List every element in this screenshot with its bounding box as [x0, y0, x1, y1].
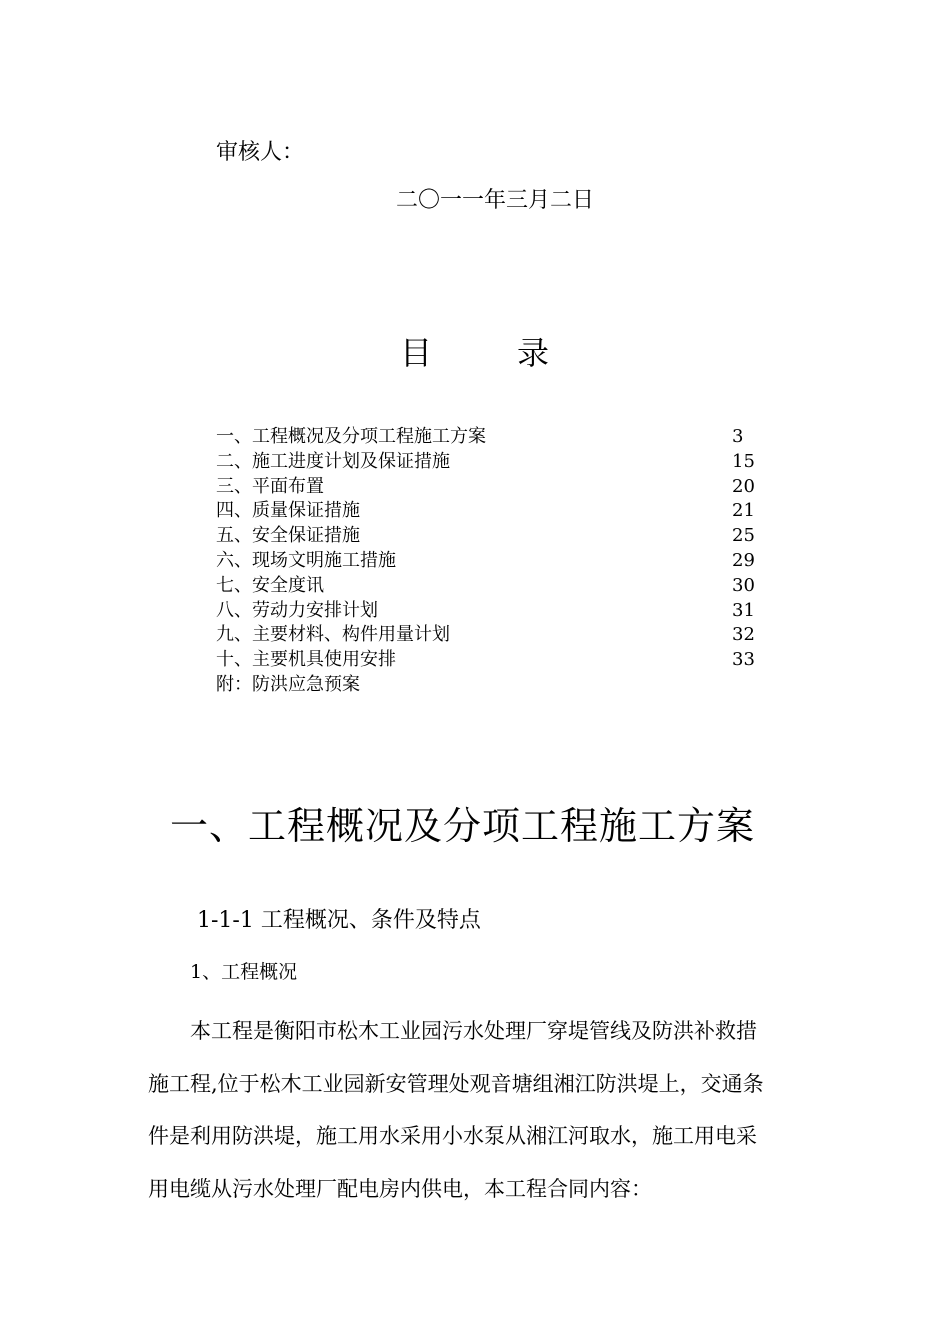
- toc-title: [400, 333, 549, 373]
- toc-item-page: 31: [732, 599, 755, 621]
- paragraph-line: 件是利用防洪堤，施工用水采用小水泵从湘江河取水，施工用电采: [148, 1124, 757, 1148]
- toc-item: [216, 475, 776, 500]
- toc-item-label: 一、工程概况及分项工程施工方案: [216, 426, 486, 447]
- toc-item: [216, 524, 776, 549]
- toc-item: [216, 673, 776, 698]
- toc-item: [216, 425, 776, 450]
- toc-item-page: 21: [732, 500, 755, 522]
- toc-item-page: 29: [732, 549, 755, 571]
- section-title: 1-1-1 工程概况、条件及特点: [197, 908, 481, 933]
- toc-item-label: 五、安全保证措施: [216, 525, 360, 547]
- document-date: 二〇一一年三月二日: [396, 188, 595, 213]
- toc-item-label: 二、施工进度计划及保证措施: [216, 450, 450, 472]
- toc-item-page: 3: [732, 426, 744, 447]
- toc-item-label: 六、现场文明施工措施: [216, 549, 396, 571]
- toc-title-right: 录: [517, 334, 550, 372]
- toc-item-page: 20: [732, 475, 755, 497]
- toc-item-page: 32: [732, 624, 755, 646]
- toc-item: [216, 549, 776, 574]
- chapter-title: 一、工程概况及分项工程施工方案: [170, 804, 756, 848]
- toc-item-page: 15: [732, 450, 755, 472]
- toc-title-left: 目: [400, 334, 433, 372]
- toc-item: [216, 623, 776, 648]
- subsection-title: 1、工程概况: [190, 961, 298, 983]
- table-of-contents: [216, 425, 776, 698]
- body-paragraph: [148, 1005, 808, 1215]
- toc-item-label: 九、主要材料、构件用量计划: [216, 624, 450, 646]
- paragraph-line: 施工程,位于松木工业园新安管理处观音塘组湘江防洪堤上，交通条: [148, 1071, 764, 1096]
- toc-item-page: 25: [732, 525, 755, 547]
- paragraph-line: 本工程是衡阳市松木工业园污水处理厂穿堤管线及防洪补救措: [190, 1019, 757, 1043]
- toc-item-label: 八、劳动力安排计划: [216, 599, 378, 621]
- toc-item-label: 三、平面布置: [216, 475, 324, 497]
- reviewer-label: 审核人：: [216, 140, 305, 165]
- toc-item: [216, 450, 776, 475]
- toc-item-label: 四、质量保证措施: [216, 500, 360, 522]
- toc-item: [216, 574, 776, 599]
- toc-item: [216, 599, 776, 624]
- toc-item-page: 33: [732, 649, 755, 671]
- toc-item-label: 附：防洪应急预案: [216, 673, 360, 695]
- toc-item-label: 七、安全度讯: [216, 574, 324, 596]
- paragraph-line: 用电缆从污水处理厂配电房内供电，本工程合同内容：: [148, 1176, 652, 1201]
- toc-item-label: 十、主要机具使用安排: [216, 649, 396, 671]
- toc-item: [216, 648, 776, 673]
- toc-item: [216, 499, 776, 524]
- toc-item-page: 30: [732, 574, 755, 596]
